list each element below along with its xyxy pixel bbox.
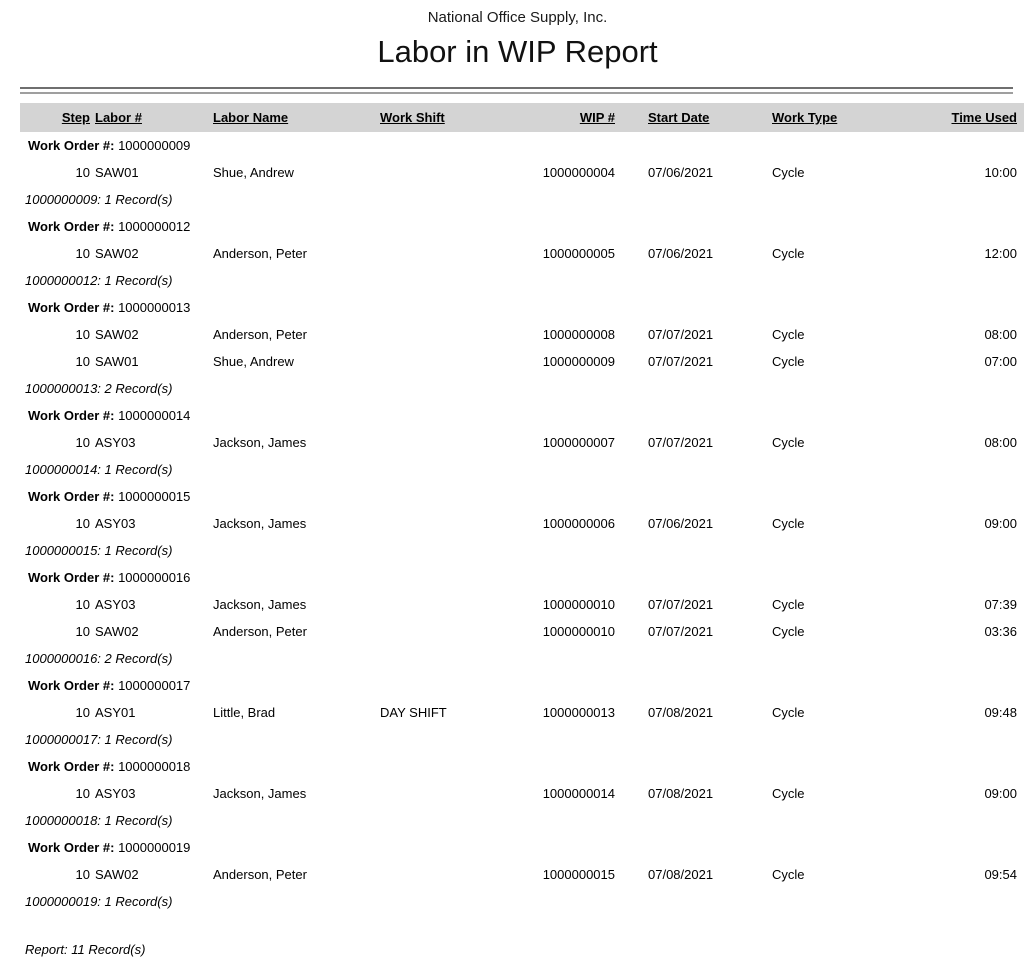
work-order-header [20, 753, 1024, 780]
cell-work-type: Cycle [772, 354, 805, 369]
report-record-count: Report: 11 Record(s) [25, 942, 146, 957]
table-row [20, 240, 1024, 267]
work-order-header [20, 564, 1024, 591]
cell-start-date: 07/06/2021 [648, 165, 714, 180]
work-order-group [20, 213, 1024, 294]
cell-labor-no: SAW02 [95, 327, 139, 342]
group-record-count: 1000000009: 1 Record(s) [25, 192, 173, 207]
cell-wip-no: 1000000014 [542, 786, 615, 801]
table-row [20, 348, 1024, 375]
cell-labor-name: Anderson, Peter [213, 624, 307, 639]
column-header-start-date: Start Date [648, 110, 710, 125]
column-header-work-shift: Work Shift [380, 110, 445, 125]
work-order-group [20, 132, 1024, 213]
group-record-count: 1000000016: 2 Record(s) [25, 651, 173, 666]
work-order-rows [20, 159, 1024, 186]
report-content [20, 103, 1024, 963]
cell-start-date: 07/08/2021 [648, 786, 714, 801]
work-order-number: 1000000017 [118, 678, 191, 693]
work-order-header [20, 672, 1024, 699]
cell-wip-no: 1000000007 [542, 435, 615, 450]
cell-step: 10 [75, 165, 90, 180]
cell-work-type: Cycle [772, 435, 805, 450]
work-order-label: Work Order #: [28, 219, 115, 234]
table-row [20, 861, 1024, 888]
table-row [20, 591, 1024, 618]
cell-wip-no: 1000000010 [542, 624, 615, 639]
work-order-label: Work Order #: [28, 489, 115, 504]
cell-step: 10 [75, 354, 90, 369]
work-order-rows [20, 861, 1024, 888]
work-order-rows [20, 699, 1024, 726]
cell-work-type: Cycle [772, 867, 805, 882]
cell-time-used: 12:00 [984, 246, 1017, 261]
cell-step: 10 [75, 597, 90, 612]
cell-work-type: Cycle [772, 516, 805, 531]
cell-time-used: 07:39 [984, 597, 1017, 612]
cell-wip-no: 1000000013 [542, 705, 615, 720]
cell-start-date: 07/07/2021 [648, 597, 714, 612]
work-order-number: 1000000016 [118, 570, 191, 585]
cell-start-date: 07/08/2021 [648, 867, 714, 882]
work-order-label: Work Order #: [28, 570, 115, 585]
work-order-group [20, 564, 1024, 672]
cell-step: 10 [75, 624, 90, 639]
table-row [20, 510, 1024, 537]
work-order-number: 1000000019 [118, 840, 191, 855]
cell-labor-name: Jackson, James [213, 516, 307, 531]
cell-labor-name: Anderson, Peter [213, 867, 307, 882]
table-row [20, 618, 1024, 645]
cell-work-type: Cycle [772, 624, 805, 639]
work-order-label: Work Order #: [28, 138, 115, 153]
cell-time-used: 09:48 [984, 705, 1017, 720]
group-record-count: 1000000017: 1 Record(s) [25, 732, 173, 747]
cell-time-used: 09:00 [984, 786, 1017, 801]
cell-work-type: Cycle [772, 165, 805, 180]
work-order-label: Work Order #: [28, 759, 115, 774]
table-row [20, 321, 1024, 348]
cell-labor-name: Shue, Andrew [213, 354, 294, 369]
work-order-group [20, 672, 1024, 753]
cell-labor-no: SAW02 [95, 867, 139, 882]
cell-labor-no: SAW01 [95, 165, 139, 180]
work-order-number: 1000000014 [118, 408, 191, 423]
work-order-number: 1000000009 [118, 138, 191, 153]
work-order-header [20, 834, 1024, 861]
cell-labor-no: SAW02 [95, 624, 139, 639]
cell-work-type: Cycle [772, 246, 805, 261]
table-row [20, 159, 1024, 186]
work-order-number: 1000000012 [118, 219, 191, 234]
work-order-header [20, 132, 1024, 159]
cell-labor-no: ASY03 [95, 435, 136, 450]
cell-start-date: 07/07/2021 [648, 327, 714, 342]
work-order-rows [20, 321, 1024, 375]
cell-wip-no: 1000000010 [542, 597, 615, 612]
cell-labor-no: SAW02 [95, 246, 139, 261]
cell-start-date: 07/06/2021 [648, 516, 714, 531]
cell-labor-no: ASY03 [95, 786, 136, 801]
work-order-number: 1000000018 [118, 759, 191, 774]
table-row [20, 699, 1024, 726]
report-title: Labor in WIP Report [377, 34, 658, 69]
group-record-count: 1000000013: 2 Record(s) [25, 381, 173, 396]
cell-step: 10 [75, 435, 90, 450]
cell-work-type: Cycle [772, 597, 805, 612]
cell-work-type: Cycle [772, 786, 805, 801]
group-record-count: 1000000012: 1 Record(s) [25, 273, 173, 288]
work-order-rows [20, 510, 1024, 537]
group-record-count: 1000000019: 1 Record(s) [25, 894, 173, 909]
cell-time-used: 08:00 [984, 435, 1017, 450]
work-order-label: Work Order #: [28, 408, 115, 423]
table-row [20, 429, 1024, 456]
cell-step: 10 [75, 786, 90, 801]
cell-time-used: 09:00 [984, 516, 1017, 531]
cell-labor-name: Little, Brad [213, 705, 276, 720]
cell-labor-no: ASY03 [95, 597, 136, 612]
work-order-group [20, 294, 1024, 402]
cell-step: 10 [75, 705, 90, 720]
column-header-step: Step [61, 110, 90, 125]
table-header-row [20, 103, 1024, 132]
report-body [20, 132, 1024, 915]
double-rule-divider [20, 87, 1013, 94]
cell-wip-no: 1000000015 [542, 867, 615, 882]
group-record-count: 1000000018: 1 Record(s) [25, 813, 173, 828]
column-header-labor-no: Labor # [95, 110, 142, 125]
cell-step: 10 [75, 516, 90, 531]
cell-wip-no: 1000000005 [542, 246, 615, 261]
work-order-header [20, 294, 1024, 321]
work-order-header [20, 213, 1024, 240]
work-order-group [20, 402, 1024, 483]
cell-labor-name: Anderson, Peter [213, 327, 307, 342]
work-order-header [20, 402, 1024, 429]
column-header-labor-name: Labor Name [213, 110, 289, 125]
cell-time-used: 08:00 [984, 327, 1017, 342]
work-order-label: Work Order #: [28, 840, 115, 855]
work-order-rows [20, 780, 1024, 807]
cell-start-date: 07/07/2021 [648, 624, 714, 639]
work-order-rows [20, 240, 1024, 267]
cell-labor-name: Anderson, Peter [213, 246, 307, 261]
cell-wip-no: 1000000008 [542, 327, 615, 342]
cell-labor-no: ASY03 [95, 516, 136, 531]
cell-step: 10 [75, 867, 90, 882]
work-order-label: Work Order #: [28, 300, 115, 315]
company-name: National Office Supply, Inc. [427, 9, 608, 26]
group-record-count: 1000000015: 1 Record(s) [25, 543, 173, 558]
cell-time-used: 09:54 [984, 867, 1017, 882]
work-order-group [20, 834, 1024, 915]
cell-work-type: Cycle [772, 327, 805, 342]
cell-labor-name: Jackson, James [213, 786, 307, 801]
cell-labor-no: ASY01 [95, 705, 136, 720]
cell-labor-no: SAW01 [95, 354, 139, 369]
cell-work-type: Cycle [772, 705, 805, 720]
cell-work-shift: DAY SHIFT [380, 705, 447, 720]
cell-step: 10 [75, 327, 90, 342]
work-order-label: Work Order #: [28, 678, 115, 693]
cell-wip-no: 1000000009 [542, 354, 615, 369]
work-order-rows [20, 429, 1024, 456]
cell-time-used: 03:36 [984, 624, 1017, 639]
cell-wip-no: 1000000006 [542, 516, 615, 531]
table-row [20, 780, 1024, 807]
cell-time-used: 10:00 [984, 165, 1017, 180]
cell-wip-no: 1000000004 [542, 165, 615, 180]
group-record-count: 1000000014: 1 Record(s) [25, 462, 173, 477]
cell-time-used: 07:00 [984, 354, 1017, 369]
work-order-number: 1000000015 [118, 489, 191, 504]
work-order-group [20, 483, 1024, 564]
cell-start-date: 07/06/2021 [648, 246, 714, 261]
cell-step: 10 [75, 246, 90, 261]
work-order-rows [20, 591, 1024, 645]
work-order-number: 1000000013 [118, 300, 191, 315]
cell-labor-name: Jackson, James [213, 435, 307, 450]
cell-start-date: 07/07/2021 [648, 435, 714, 450]
column-header-wip-no: WIP # [579, 110, 615, 125]
cell-labor-name: Shue, Andrew [213, 165, 294, 180]
cell-labor-name: Jackson, James [213, 597, 307, 612]
cell-start-date: 07/07/2021 [648, 354, 714, 369]
work-order-group [20, 753, 1024, 834]
column-header-work-type: Work Type [772, 110, 838, 125]
work-order-header [20, 483, 1024, 510]
column-header-time-used: Time Used [951, 110, 1017, 125]
cell-start-date: 07/08/2021 [648, 705, 714, 720]
